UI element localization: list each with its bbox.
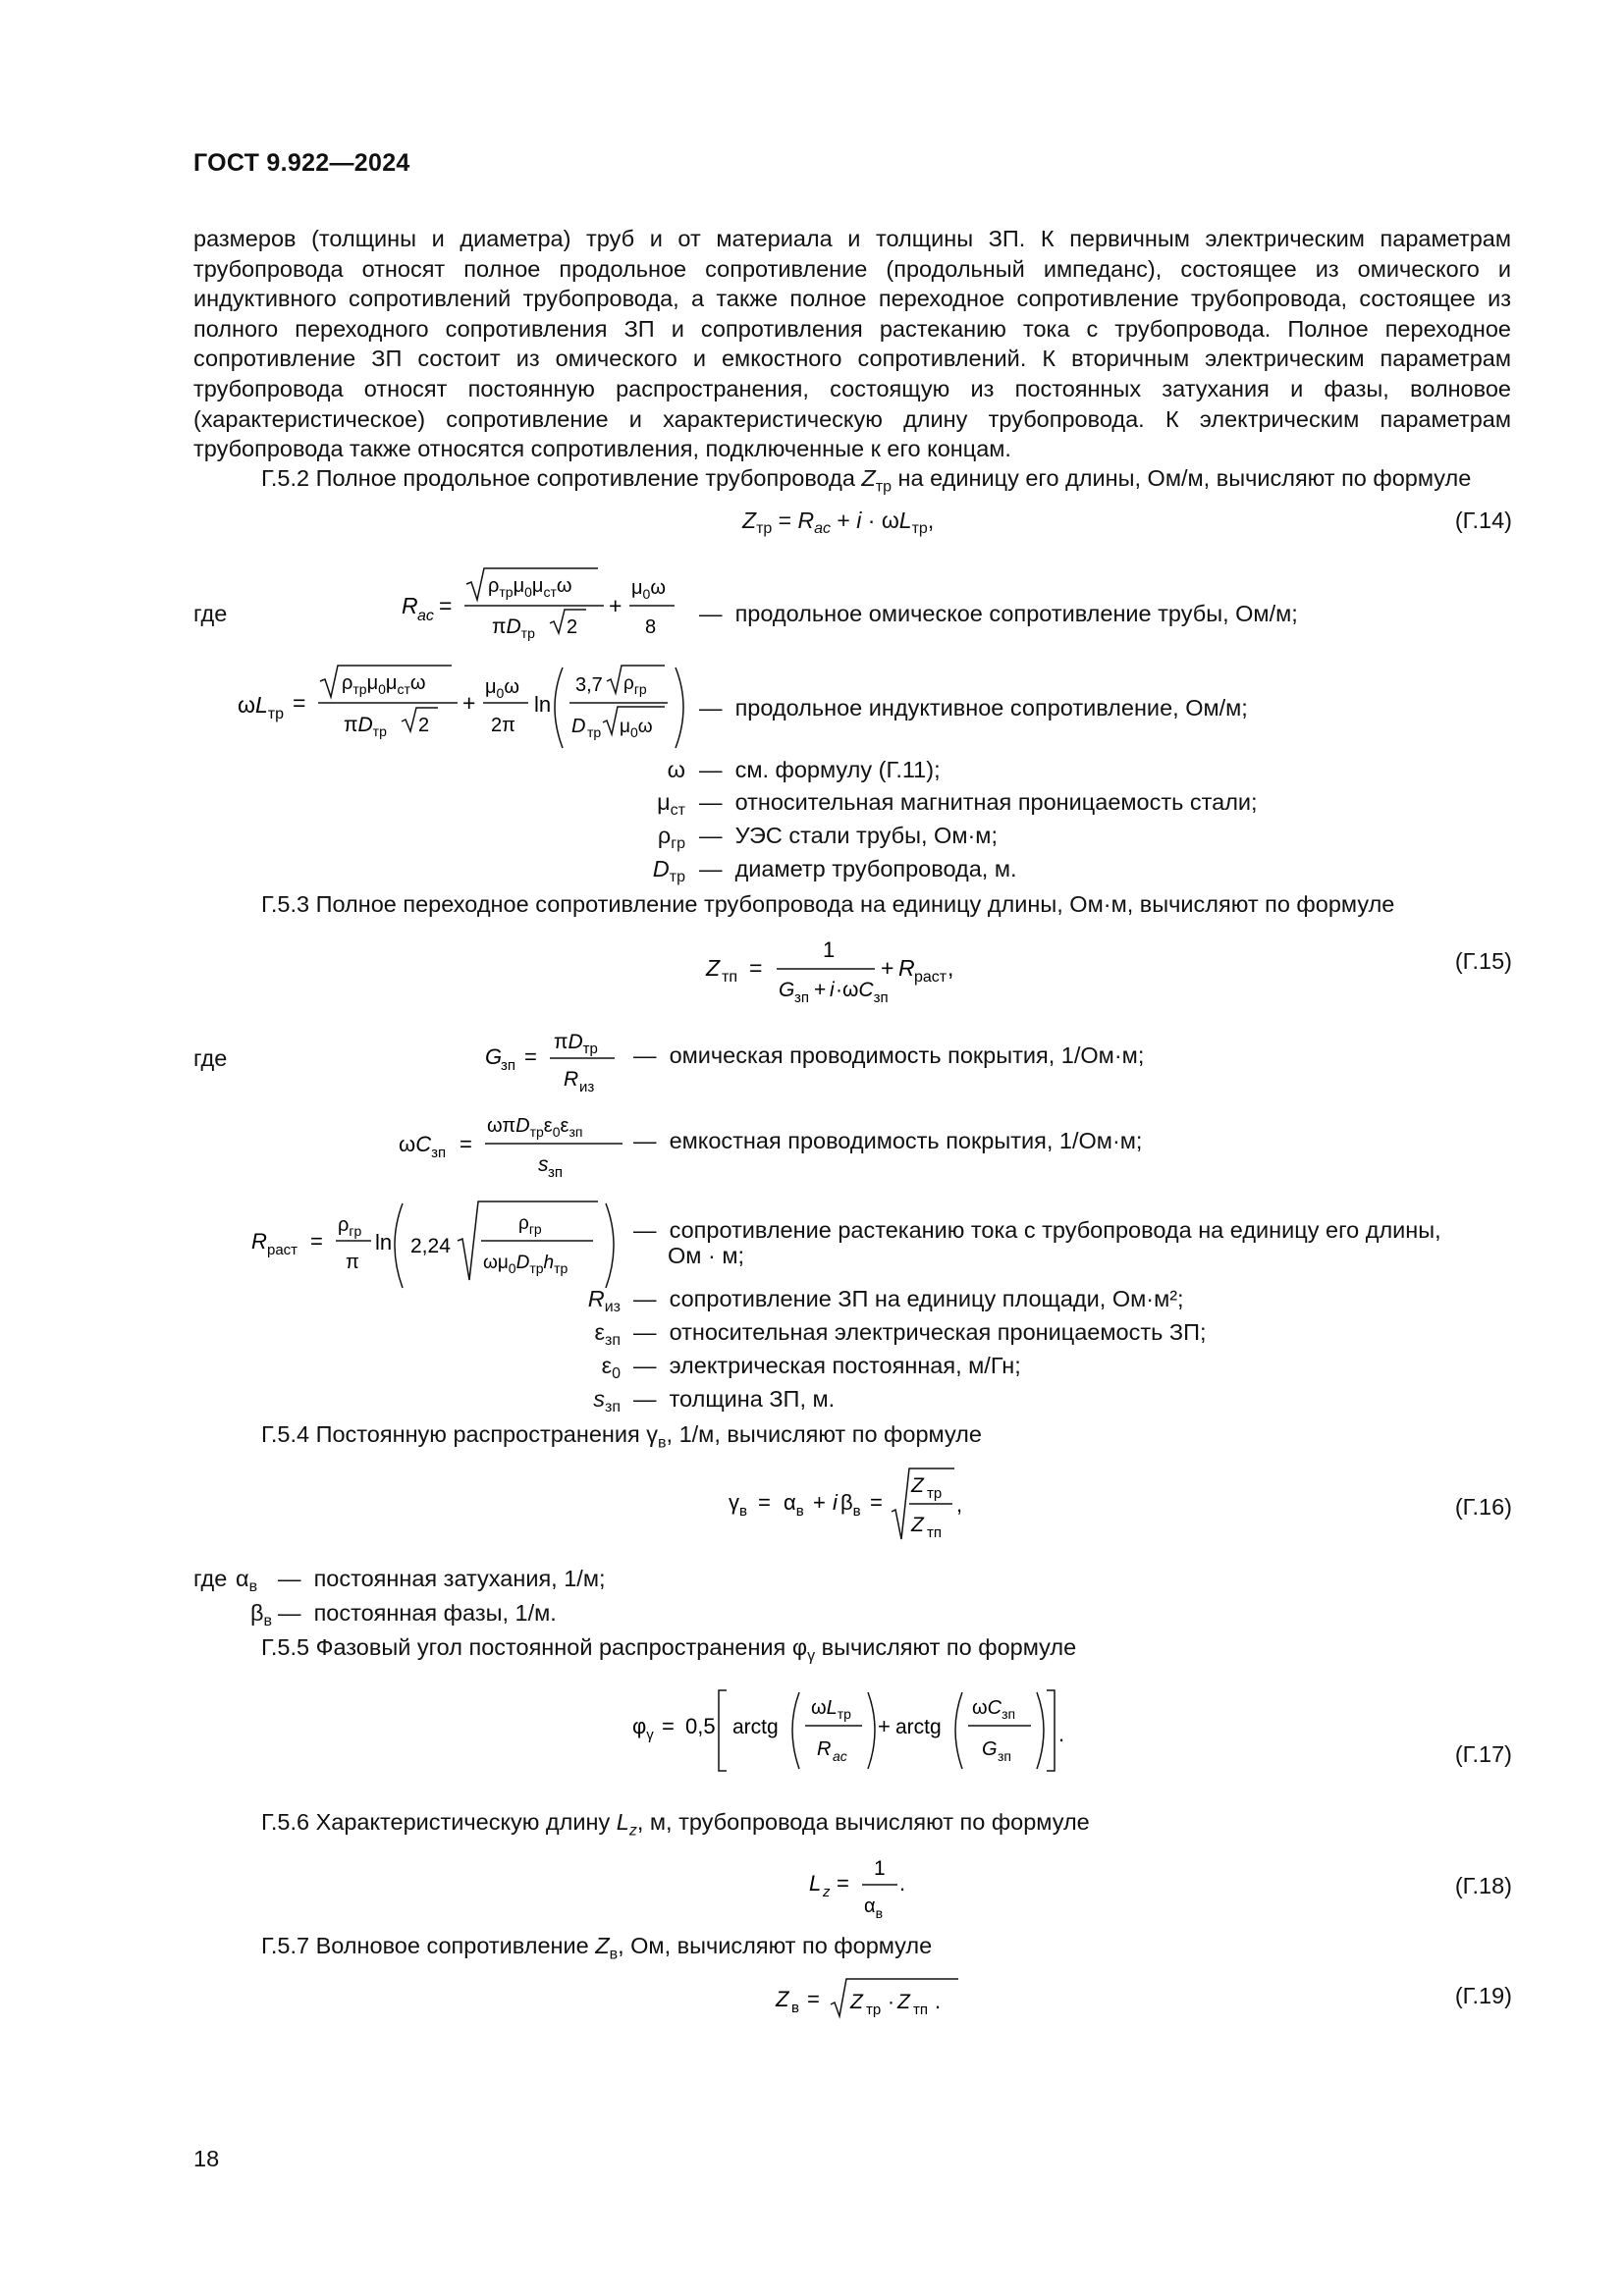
- svg-text:=: =: [310, 1229, 323, 1254]
- def-rac: — продольное омическое сопротивление трубы, Ом/м;: [699, 601, 1298, 626]
- def-alpha-v: — постоянная затухания, 1/м;: [278, 1566, 606, 1591]
- svg-text:G: G: [485, 1044, 503, 1069]
- def-beta-v: — постоянная фазы, 1/м.: [278, 1600, 557, 1626]
- svg-text:.: .: [935, 1989, 942, 2013]
- svg-text:=: =: [758, 1490, 771, 1515]
- svg-text:0,5: 0,5: [685, 1714, 716, 1738]
- svg-text:=: =: [439, 593, 453, 618]
- svg-text:2π: 2π: [491, 715, 515, 736]
- svg-text:s: s: [538, 1153, 549, 1176]
- document-header: ГОСТ 9.922—2024: [193, 149, 410, 177]
- svg-text:μ0ω: $\mu_0\omega$: [620, 717, 653, 740]
- svg-text:зп: зп: [794, 989, 809, 1006]
- svg-text:Z: Z: [897, 1991, 910, 2013]
- def-eps-zp: — относительная электрическая проницаемость ЗП;: [633, 1319, 1207, 1345]
- svg-text:ac: ac: [417, 608, 434, 624]
- svg-text:2: 2: [418, 715, 430, 736]
- sym-eps-0: $\varepsilon_0$: [601, 1353, 621, 1382]
- svg-text:ωLтр: $\omega L_{тр}$: [238, 692, 284, 722]
- svg-text:ac: ac: [833, 1748, 847, 1764]
- svg-text:ωμ0Dтрhтр: $\omega\mu_0D_{тр}h_{тр}$: [483, 1253, 568, 1276]
- svg-text:ρтрμ0μстω: $\rho_{тр}\mu_0\mu_{ст}\omega$: [342, 672, 426, 697]
- eqno-g17: (Г.17): [1454, 1741, 1512, 1767]
- svg-text:R: R: [898, 955, 915, 981]
- svg-text:1: 1: [874, 1857, 886, 1880]
- formula-omega-l: [234, 660, 695, 758]
- svg-text:G: G: [982, 1738, 998, 1760]
- svg-text:ln: ln: [375, 1230, 393, 1255]
- svg-text:αв: $\alpha_в$: [784, 1490, 804, 1520]
- formula-g14: $Z_{тр} = R_{ac} + i \cdot \omega L_{тр}$,: [742, 507, 935, 537]
- svg-text:тп: тп: [913, 2002, 928, 2018]
- svg-text:2: 2: [567, 616, 578, 638]
- svg-text:Z: Z: [776, 1987, 789, 2011]
- svg-text:в: в: [791, 2000, 799, 2016]
- where-label-2: где: [193, 1045, 228, 1071]
- sym-eps-zp: $\varepsilon_{зп}$: [594, 1319, 621, 1349]
- svg-text:·ωCзп: $\cdot\omega C_{зп}$: [836, 979, 889, 1006]
- section-g53: Г.5.3 Полное переходное сопротивление трубопровода на единицу длины, Ом·м, вычисляют по формуле: [261, 891, 1395, 917]
- formula-omega-c: [395, 1104, 630, 1183]
- section-g56: Г.5.6 Характеристическую длину $L_z$, м, трубопровода вычисляют по формуле: [261, 1809, 1090, 1840]
- def-rho-gr: — УЭС стали трубы, Ом·м;: [699, 823, 998, 848]
- svg-text:ρгр: $\rho_{гр}$: [338, 1214, 362, 1239]
- def-mu-st: — относительная магнитная проницаемость стали;: [699, 789, 1258, 815]
- formula-g16: [725, 1461, 990, 1549]
- def-r-iz: — сопротивление ЗП на единицу площади, Ом·м²;: [633, 1286, 1184, 1311]
- svg-text:R: R: [402, 593, 418, 618]
- svg-text:Z: Z: [911, 1514, 924, 1536]
- svg-text:=: =: [749, 955, 763, 981]
- sym-alpha-v: $\alpha_в$: [236, 1566, 258, 1595]
- svg-text:ρгр: $\rho_{гр}$: [518, 1213, 542, 1237]
- svg-text:=: =: [807, 1987, 820, 2011]
- svg-text:=: =: [293, 690, 306, 716]
- svg-text:R: R: [817, 1738, 832, 1760]
- svg-text:=: =: [524, 1044, 537, 1069]
- svg-text:L: L: [809, 1871, 822, 1896]
- svg-text:ρтрμ0μстω: $\rho_{тр}\mu_0\mu_{ст}\omega$: [488, 575, 572, 600]
- svg-text:тп: тп: [722, 969, 737, 986]
- section-g52: Г.5.2 Полное продольное сопротивление трубопровода $Z_{тр}$ на единицу его длины, Ом/м, вычисляют по формуле: [261, 465, 1472, 496]
- svg-text:=: =: [870, 1490, 883, 1515]
- sym-beta-v: $\beta_в$: [250, 1600, 273, 1629]
- svg-text:зп: зп: [501, 1057, 515, 1074]
- svg-text:ωLтр: $\omega L_{тр}$: [811, 1697, 851, 1722]
- svg-text:ρгр: $\rho_{гр}$: [623, 673, 647, 697]
- svg-text:тр: тр: [866, 2002, 882, 2018]
- svg-text:.: .: [899, 1871, 906, 1896]
- svg-text:R: R: [251, 1229, 267, 1254]
- svg-text:8: 8: [645, 616, 657, 638]
- svg-text:i: i: [833, 1490, 838, 1515]
- def-r-rast: — сопротивление растеканию тока с трубопровода на единицу его длины,: [633, 1217, 1441, 1243]
- svg-text:ωCзп: $\omega C_{зп}$: [972, 1697, 1016, 1722]
- svg-text:тр: тр: [587, 724, 602, 740]
- svg-text:+: +: [814, 979, 827, 1001]
- svg-text:Z: Z: [706, 955, 721, 981]
- def-omega-l: — продольное индуктивное сопротивление, Ом/м;: [699, 695, 1248, 721]
- svg-text:,: ,: [947, 955, 954, 981]
- eqno-g14: (Г.14): [1454, 507, 1512, 533]
- formula-r-rast: [247, 1196, 630, 1294]
- svg-text:=: =: [460, 1132, 472, 1156]
- svg-text:μ0ω: $\mu_0\omega$: [631, 577, 666, 602]
- svg-text:πDтр: $\pi D_{тр}$: [492, 615, 535, 641]
- svg-text:R: R: [564, 1068, 579, 1091]
- svg-text:βв: $\beta_в$: [840, 1490, 861, 1520]
- eqno-g18: (Г.18): [1454, 1873, 1512, 1898]
- svg-text:зп: зп: [998, 1748, 1011, 1764]
- svg-text:зп: зп: [548, 1164, 563, 1181]
- svg-text:тп: тп: [927, 1524, 942, 1541]
- def-g-zp: — омическая проводимость покрытия, 1/Ом·м;: [633, 1042, 1145, 1068]
- eqno-g15: (Г.15): [1454, 948, 1512, 974]
- svg-text:раст: раст: [267, 1242, 298, 1258]
- def-d-tr: — диаметр трубопровода, м.: [699, 856, 1017, 881]
- where-label-3: где: [193, 1566, 228, 1591]
- svg-text:αв: $\alpha_в$: [864, 1896, 883, 1921]
- svg-text:πDтр: $\pi D_{тр}$: [344, 714, 387, 739]
- formula-g-zp: [481, 1021, 628, 1099]
- def-eps-0: — электрическая постоянная, м/Гн;: [633, 1353, 1021, 1378]
- sym-rho-gr: $\rho_{гр}$: [657, 823, 685, 852]
- svg-text:z: z: [823, 1884, 831, 1900]
- svg-text:+: +: [609, 593, 623, 618]
- def-omega-c: — емкостная проводимость покрытия, 1/Ом·м;: [633, 1128, 1143, 1153]
- svg-text:i: i: [830, 979, 835, 1001]
- sym-mu-st: $\mu_{ст}$: [657, 789, 685, 819]
- svg-text:+: +: [881, 955, 894, 981]
- svg-text:=: =: [837, 1871, 849, 1896]
- where-label: где: [193, 601, 228, 626]
- svg-text:+: +: [813, 1490, 826, 1515]
- svg-text:ωCзп: $\omega C_{зп}$: [399, 1132, 447, 1161]
- svg-text:1: 1: [823, 937, 836, 962]
- eqno-g16: (Г.16): [1454, 1494, 1512, 1520]
- svg-text:π: π: [346, 1252, 359, 1273]
- section-g54: Г.5.4 Постоянную распространения $\gamma_в$, 1/м, вычисляют по формуле: [261, 1421, 982, 1452]
- def-s-zp: — толщина ЗП, м.: [633, 1386, 836, 1412]
- svg-text:из: из: [579, 1079, 595, 1095]
- svg-text:μ0ω: $\mu_0\omega$: [485, 676, 519, 701]
- svg-text:πDтр: $\pi D_{тр}$: [554, 1031, 598, 1057]
- svg-text:,: ,: [956, 1492, 963, 1517]
- svg-text:.: .: [1058, 1722, 1065, 1746]
- page-number: 18: [193, 2146, 220, 2171]
- svg-text:arctg: arctg: [732, 1716, 779, 1738]
- svg-text:тр: тр: [927, 1485, 943, 1502]
- formula-rac: [398, 564, 692, 643]
- svg-text:=: =: [662, 1714, 675, 1738]
- formula-g15: [702, 928, 1016, 1006]
- formula-g18: [803, 1847, 921, 1926]
- def-r-rast-cont: Ом · м;: [668, 1243, 745, 1268]
- sym-omega: ω: [667, 757, 685, 782]
- sym-r-iz: $R_{из}$: [587, 1286, 621, 1315]
- formula-g19: [772, 1971, 958, 2030]
- def-omega: — см. формулу (Г.11);: [699, 757, 941, 782]
- svg-text:φγ: $\varphi_\gamma$: [632, 1714, 654, 1743]
- intro-paragraph: размеров (толщины и диаметра) труб и от материала и толщины ЗП. К первичным электрическим параметрам трубопровода относят полное продольное сопротивление (продольный импеданс), состоящее из омического и индуктивного сопротивлений трубопровода, а также полное переходное сопротивление трубопровода, состоящее из полного переходного сопротивления ЗП и сопротивления растеканию тока с трубопровода. Полное переходное сопротивление ЗП состоит из омического и емкостного сопротивлений. К вторичным электрическим параметрам трубопровода относят постоянную распространения, состоящую из постоянных затухания и фазы, волновое (характеристическое) сопротивление и характеристическую длину трубопровода. К электрическим параметрам трубопровода также относятся сопротивления, подключенные к его концам.: [193, 226, 1511, 462]
- eqno-g19: (Г.19): [1454, 1983, 1512, 2008]
- svg-text:ln: ln: [534, 692, 552, 717]
- svg-text:3,7: 3,7: [575, 674, 603, 696]
- formula-g17: [628, 1677, 1080, 1775]
- svg-text:γв: $\gamma_в$: [729, 1490, 747, 1520]
- svg-text:G: G: [779, 979, 795, 1001]
- svg-text:arctg: arctg: [895, 1716, 942, 1738]
- svg-text:ωπDтрε0εзп: $\omega\pi D_{тр}\varepsilon_0\varepsilon_{зп}$: [487, 1115, 583, 1140]
- svg-text:Z: Z: [911, 1474, 924, 1497]
- svg-text:+: +: [462, 690, 476, 716]
- section-g55: Г.5.5 Фазовый угол постоянной распространения $\varphi_\gamma$ вычисляют по формуле: [261, 1634, 1077, 1665]
- svg-text:раст: раст: [914, 969, 947, 986]
- sym-s-zp: $s_{зп}$: [593, 1386, 621, 1415]
- svg-text:Z: Z: [850, 1991, 863, 2013]
- svg-text:+: +: [878, 1714, 891, 1738]
- svg-text:2,24: 2,24: [410, 1235, 451, 1257]
- svg-text:D: D: [571, 716, 586, 737]
- section-g57: Г.5.7 Волновое сопротивление $Z_в$, Ом, вычисляют по формуле: [261, 1933, 933, 1963]
- sym-d-tr: $D_{тр}$: [652, 856, 685, 885]
- svg-text:·: ·: [888, 1991, 894, 2013]
